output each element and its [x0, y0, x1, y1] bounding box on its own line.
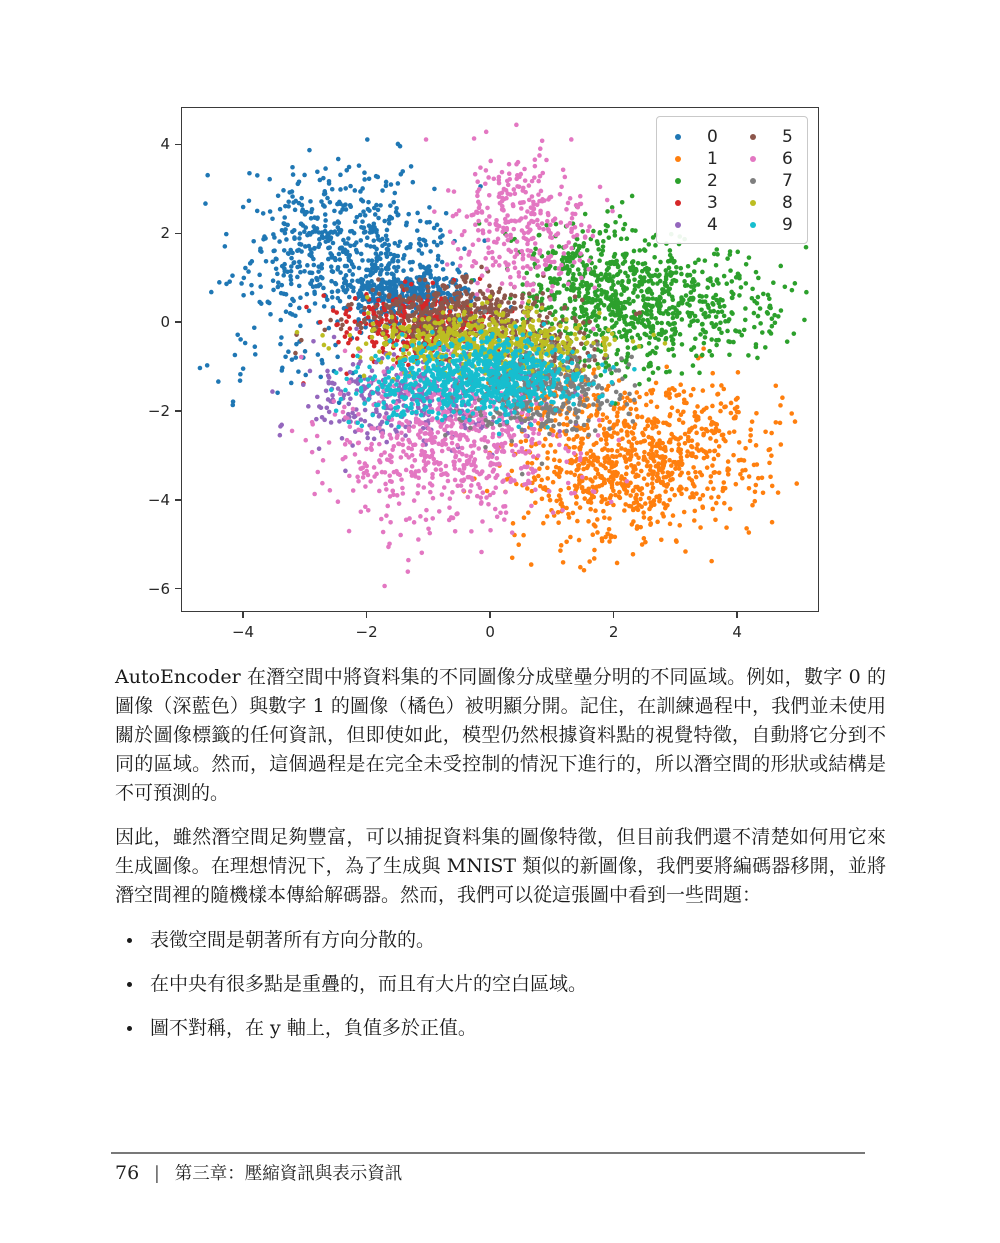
legend-item — [732, 214, 807, 236]
legend-label: 2 — [707, 171, 718, 191]
legend-column — [732, 126, 807, 236]
x-tick-label: −4 — [231, 623, 255, 641]
legend-item — [657, 170, 732, 192]
legend-marker-icon — [675, 200, 681, 206]
legend-marker-icon — [675, 134, 681, 140]
y-tick-mark — [175, 144, 181, 145]
list-item — [115, 1014, 886, 1043]
legend-label: 4 — [707, 215, 718, 235]
legend-label: 5 — [782, 127, 793, 147]
list-item-text: 在中央有很多點是重疊的，而且有大片的空白區域。 — [150, 973, 588, 995]
legend-marker-icon — [750, 156, 756, 162]
footer-separator: | — [153, 1163, 160, 1184]
x-tick-label: 2 — [608, 623, 619, 641]
legend-label: 0 — [707, 127, 718, 147]
x-tick-label: 4 — [732, 623, 742, 641]
legend-item — [732, 192, 807, 214]
list-item — [115, 970, 886, 999]
chart-legend — [656, 116, 808, 244]
list-item-text: 表徵空間是朝著所有方向分散的。 — [150, 929, 436, 951]
legend-marker-icon — [750, 178, 756, 184]
x-tick-mark — [736, 612, 737, 618]
plot-area — [181, 107, 819, 612]
legend-label: 7 — [782, 171, 793, 191]
bullet-icon — [127, 938, 132, 943]
legend-item — [657, 126, 732, 148]
legend-marker-icon — [675, 156, 681, 162]
footer-divider — [111, 1152, 865, 1154]
legend-marker-icon — [750, 200, 756, 206]
legend-item — [657, 214, 732, 236]
bullet-icon — [127, 982, 132, 987]
legend-label: 3 — [707, 193, 718, 213]
legend-item — [657, 148, 732, 170]
legend-item — [657, 192, 732, 214]
chapter-title: 第三章：壓縮資訊與表示資訊 — [174, 1164, 403, 1184]
legend-item — [732, 170, 807, 192]
x-tick-label: 0 — [485, 623, 495, 641]
bullet-icon — [127, 1026, 132, 1031]
list-item-text: 圖不對稱，在 y 軸上，負值多於正值。 — [150, 1017, 477, 1039]
issue-list — [115, 926, 886, 1043]
legend-label: 6 — [782, 149, 793, 169]
page-footer — [115, 1161, 875, 1186]
y-tick-mark — [175, 410, 181, 411]
body-text — [115, 663, 886, 1058]
legend-marker-icon — [675, 178, 681, 184]
y-tick-label: −6 — [147, 579, 170, 598]
y-tick-mark — [175, 321, 181, 322]
y-tick-label: −4 — [147, 490, 170, 509]
legend-marker-icon — [750, 134, 756, 140]
y-tick-mark — [175, 588, 181, 589]
x-tick-mark — [242, 612, 243, 618]
x-tick-mark — [366, 612, 367, 618]
legend-item — [732, 148, 807, 170]
paragraph-autoencoder: AutoEncoder 在潛空間中將資料集的不同圖像分成壁壘分明的不同區域。例如，數字 0 的圖像（深藍色）與數字 1 的圖像（橘色）被明顯分開。記住，在訓練過程中，我們並未使用關於圖像標籤的任何資訊，但即使如此，模型仍然根據資料點的視覺特徵，自動將它分到不同的區域。然而，這個過程是在完全未受控制的情況下進行的，所以潛空間的形狀或結構是不可預測的。 — [115, 666, 886, 804]
legend-item — [732, 126, 807, 148]
y-tick-label: 4 — [160, 135, 170, 154]
y-tick-label: 0 — [160, 313, 170, 332]
legend-column — [657, 126, 732, 236]
x-tick-label: −2 — [355, 623, 378, 641]
x-tick-mark — [489, 612, 490, 618]
paragraph-latent-space: 因此，雖然潛空間足夠豐富，可以捕捉資料集的圖像特徵，但目前我們還不清楚如何用它來生成圖像。在理想情況下，為了生成與 MNIST 類似的新圖像，我們要將編碼器移開，並將潛空間裡的隨機樣本傳給解碼器。然而，我們可以從這張圖中看到一些問題： — [115, 826, 886, 906]
list-item — [115, 926, 886, 955]
legend-label: 8 — [782, 193, 793, 213]
y-tick-label: −2 — [147, 402, 170, 421]
x-tick-mark — [613, 612, 614, 618]
legend-marker-icon — [675, 222, 681, 228]
legend-label: 9 — [782, 215, 793, 235]
y-tick-mark — [175, 233, 181, 234]
y-tick-label: 2 — [160, 224, 170, 243]
y-tick-mark — [175, 499, 181, 500]
page-number: 76 — [115, 1162, 140, 1184]
legend-label: 1 — [707, 149, 718, 169]
legend-marker-icon — [750, 222, 756, 228]
